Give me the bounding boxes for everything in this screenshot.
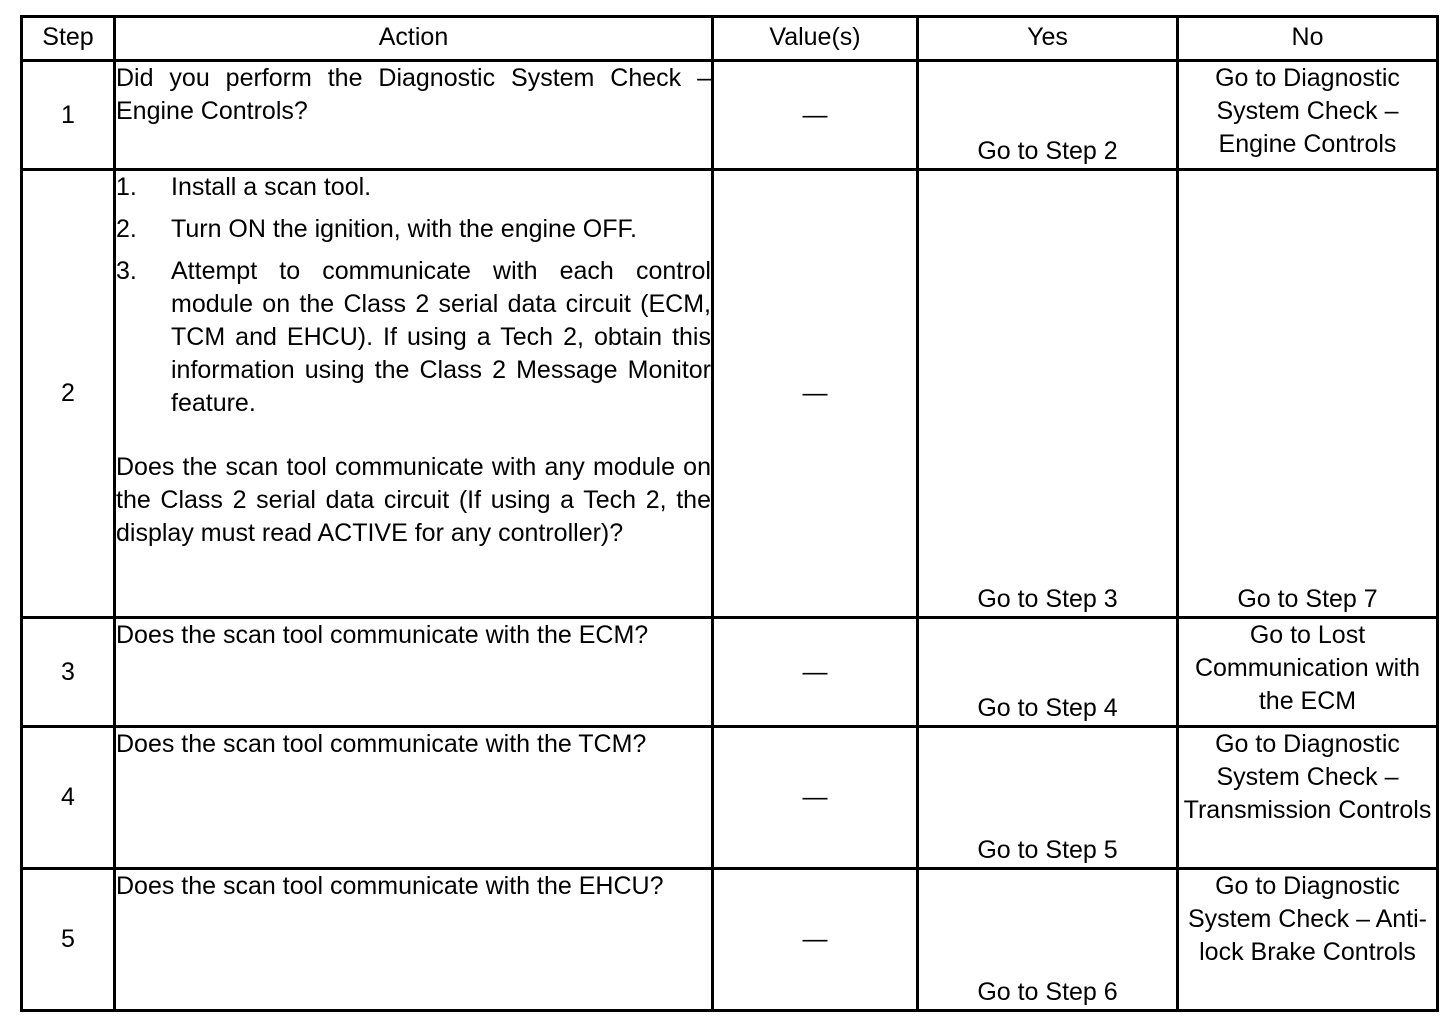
table-row [22,869,1438,1011]
action-cell [115,170,713,618]
value-cell: — [713,618,918,727]
action-question: Does the scan tool communicate with the ECM? [116,621,649,649]
table-row [22,170,1438,618]
action-cell [115,727,713,869]
table-header-row [22,17,1438,61]
action-question: Does the scan tool communicate with any module on the Class 2 serial data circuit (If using a Tech 2, the display must read ACTIVE for any controller)? [116,453,711,547]
yes-cell: Go to Step 4 [918,618,1178,727]
action-question: Did you perform the Diagnostic System Check – Engine Controls? [116,64,711,125]
no-cell: Go to Step 7 [1178,170,1438,618]
yes-cell: Go to Step 2 [918,61,1178,170]
table-row [22,727,1438,869]
header-values: Value(s) [713,17,918,61]
instruction-number: 1. [116,173,137,201]
instruction-text: Install a scan tool. [171,173,372,201]
instruction-text: Turn ON the ignition, with the engine OFF. [171,215,637,243]
value-cell: — [713,727,918,869]
action-cell [115,61,713,170]
table-row [22,61,1438,170]
instruction-text: Attempt to communicate with each control module on the Class 2 serial data circuit (ECM, TCM and EHCU). If using a Tech 2, obtain this information using the Class 2 Message Monitor feature. [171,257,711,417]
action-question: Does the scan tool communicate with the TCM? [116,730,647,758]
value-cell: — [713,869,918,1011]
no-cell: Go to Lost Communication with the ECM [1178,618,1438,727]
diagnostic-table [20,15,1439,1012]
header-action: Action [115,17,713,61]
instruction-item [116,213,711,246]
instruction-list [116,171,711,420]
yes-cell: Go to Step 5 [918,727,1178,869]
instruction-item [116,171,711,204]
action-question: Does the scan tool communicate with the EHCU? [116,872,664,900]
header-yes: Yes [918,17,1178,61]
no-cell: Go to Diagnostic System Check – Engine Controls [1178,61,1438,170]
no-cell: Go to Diagnostic System Check – Anti-lock Brake Controls [1178,869,1438,1011]
step-number: 2 [22,170,115,618]
header-no: No [1178,17,1438,61]
instruction-item [116,255,711,420]
table-row [22,618,1438,727]
value-cell: — [713,170,918,618]
no-cell: Go to Diagnostic System Check – Transmission Controls [1178,727,1438,869]
step-number: 5 [22,869,115,1011]
yes-cell: Go to Step 3 [918,170,1178,618]
action-cell [115,869,713,1011]
value-cell: — [713,61,918,170]
action-cell [115,618,713,727]
step-number: 4 [22,727,115,869]
step-number: 1 [22,61,115,170]
header-step: Step [22,17,115,61]
instruction-number: 2. [116,215,137,243]
step-number: 3 [22,618,115,727]
instruction-number: 3. [116,257,137,285]
yes-cell: Go to Step 6 [918,869,1178,1011]
